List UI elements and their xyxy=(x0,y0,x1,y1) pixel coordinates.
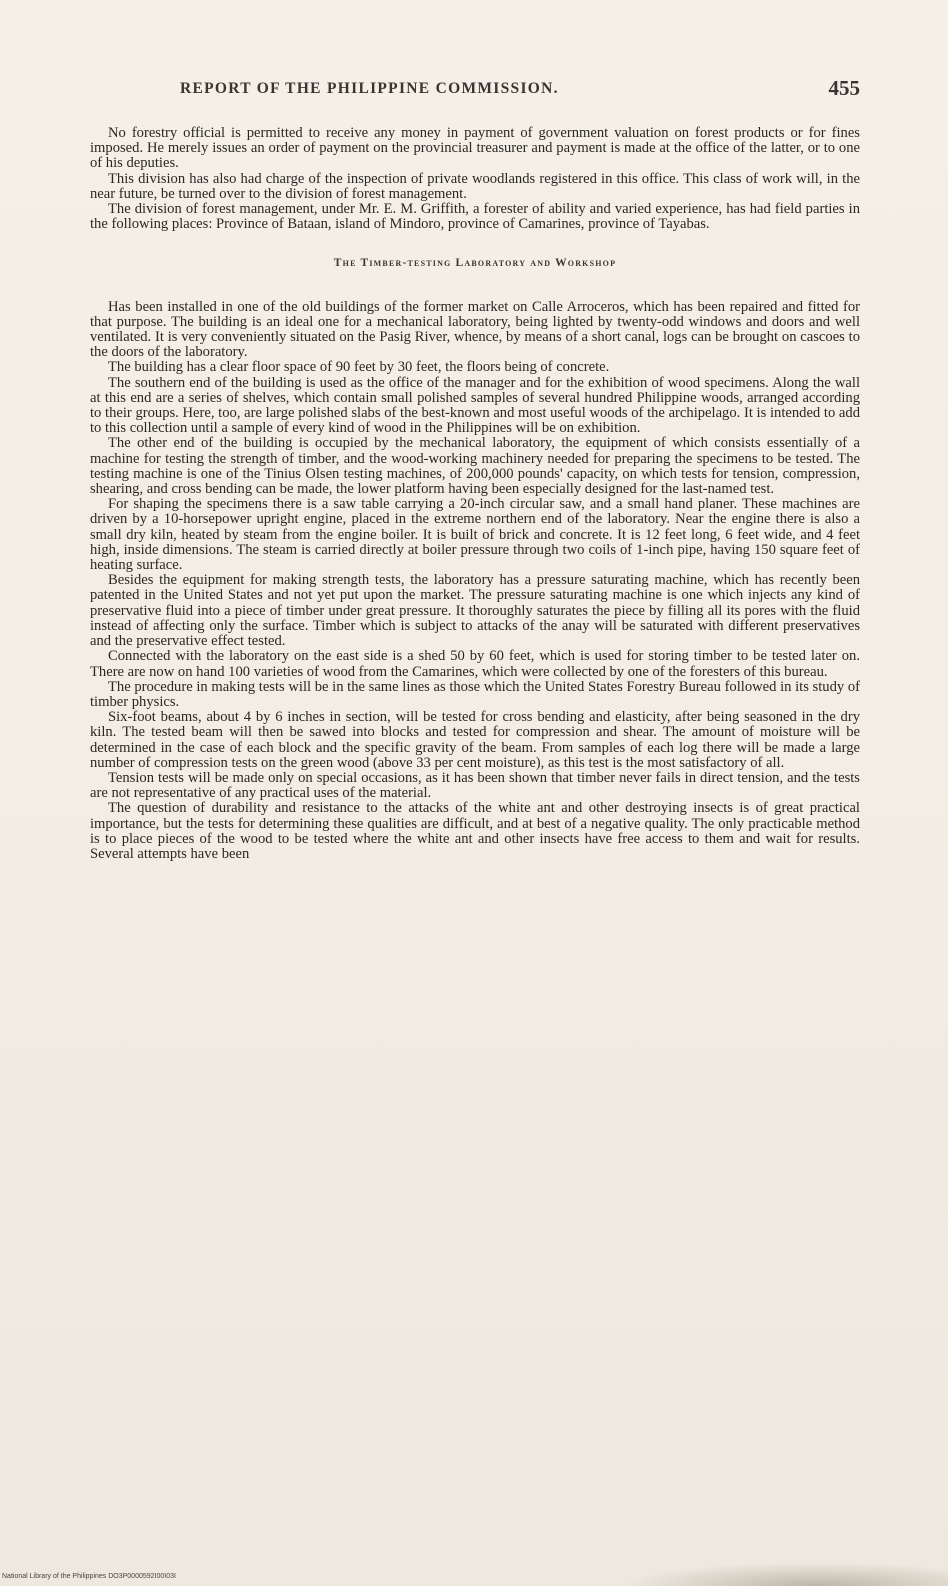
running-head: REPORT OF THE PHILIPPINE COMMISSION. xyxy=(180,80,559,97)
paragraph: This division has also had charge of the inspection of private woodlands registered in this office. This class of work will, in the near future, be turned over to the division of forest management. xyxy=(90,170,860,202)
footer-credit: National Library of the Philippines DO3P0000592I00I03I xyxy=(2,1573,176,1580)
body-text xyxy=(90,126,860,862)
page-number: 455 xyxy=(828,76,860,100)
paragraph: The southern end of the building is used as the office of the manager and for the exhibition of wood specimens. Along the wall at this end are a series of shelves, which contain small polished samples of several hundred Philippine woods, arranged according to their groups. Here, too, are large polished slabs of the best-known and most useful woods of the archipelago. It is intended to add to this collection until a sample of every kind of wood in the Philippines will be on exhibition. xyxy=(90,374,860,437)
paragraph: The procedure in making tests will be in the same lines as those which the United States Forestry Bureau followed in its study of timber physics. xyxy=(90,678,860,710)
paragraph: Tension tests will be made only on special occasions, as it has been shown that timber never fails in direct tension, and the tests are not representative of any practical uses of the material. xyxy=(90,769,860,802)
scan-shadow xyxy=(620,1562,948,1586)
paragraph: Besides the equipment for making strength tests, the laboratory has a pressure saturating machine, which has recently been patented in the United States and not yet put upon the market. The pressure saturating machine is one which injects any kind of preservative fluid into a piece of timber under great pressure. It thoroughly saturates the piece by filling all its pores with the fluid instead of affecting only the surface. Timber which is subject to attacks of the anay will be saturated with different preservatives and the preservative effect tested. xyxy=(90,572,860,650)
paragraph: Six-foot beams, about 4 by 6 inches in section, will be tested for cross bending and elasticity, after being seasoned in the dry kiln. The tested beam will then be sawed into blocks and tested for compression and shear. The amount of moisture will be determined in the case of each block and the specific gravity of the beam. From samples of each log there will be made a large number of compression tests on the green wood (above 33 per cent moisture), as this test is the most satisfactory of all. xyxy=(90,709,860,771)
paragraph: No forestry official is permitted to receive any money in payment of government valuation on forest products or for fines imposed. He merely issues an order of payment on the provincial treasurer and payment is made at the office of the latter, or to one of his deputies. xyxy=(90,125,860,172)
section-heading: The Timber-testing Laboratory and Workshop xyxy=(333,257,617,270)
paragraph: The division of forest management, under Mr. E. M. Griffith, a forester of ability and varied experience, has had field parties in the following places: Province of Bataan, island of Mindoro, province of Camarines, province of Tayabas. xyxy=(90,201,860,233)
paragraph: Has been installed in one of the old buildings of the former market on Calle Arroceros, which has been repaired and fitted for that purpose. The building is an ideal one for a mechanical laboratory, being lighted by twenty-odd windows and doors and well ventilated. It is very conveniently situated on the Pasig River, whence, by means of a short canal, logs can be brought on cascoes to the doors of the laboratory. xyxy=(90,298,860,361)
page-header xyxy=(180,76,860,104)
paragraph: The building has a clear floor space of 90 feet by 30 feet, the floors being of concrete. xyxy=(108,359,610,376)
paragraph: The other end of the building is occupied by the mechanical laboratory, the equipment of which consists essentially of a machine for testing the strength of timber, and the wood-working machinery needed for preparing the specimens to be tested. The testing machine is one of the Tinius Olsen testing machines, of 200,000 pounds' capacity, on which tests for tension, compression, shearing, and cross bending can be made, the lower platform having been especially designed for the last-named test. xyxy=(90,435,860,498)
paragraph: For shaping the specimens there is a saw table carrying a 20-inch circular saw, and a small hand planer. These machines are driven by a 10-horsepower upright engine, placed in the extreme northern end of the laboratory. Near the engine there is also a small dry kiln, heated by steam from the engine boiler. It is built of brick and concrete. It is 12 feet long, 6 feet wide, and 4 feet high, inside dimensions. The steam is carried directly at boiler pressure through two coils of 1-inch pipe, having 150 square feet of heating surface. xyxy=(90,496,860,574)
paragraph: Connected with the laboratory on the east side is a shed 50 by 60 feet, which is used for storing timber to be tested later on. There are now on hand 100 varieties of wood from the Camarines, which were collected by one of the foresters of this bureau. xyxy=(90,648,860,680)
paragraph: The question of durability and resistance to the attacks of the white ant and other destroying insects is of great practical importance, but the tests for determining these qualities are difficult, and at best of a negative quality. The only practicable method is to place pieces of the wood to be tested where the white ant and other insects have free access to them and wait for results. Several attempts have been xyxy=(90,800,860,862)
